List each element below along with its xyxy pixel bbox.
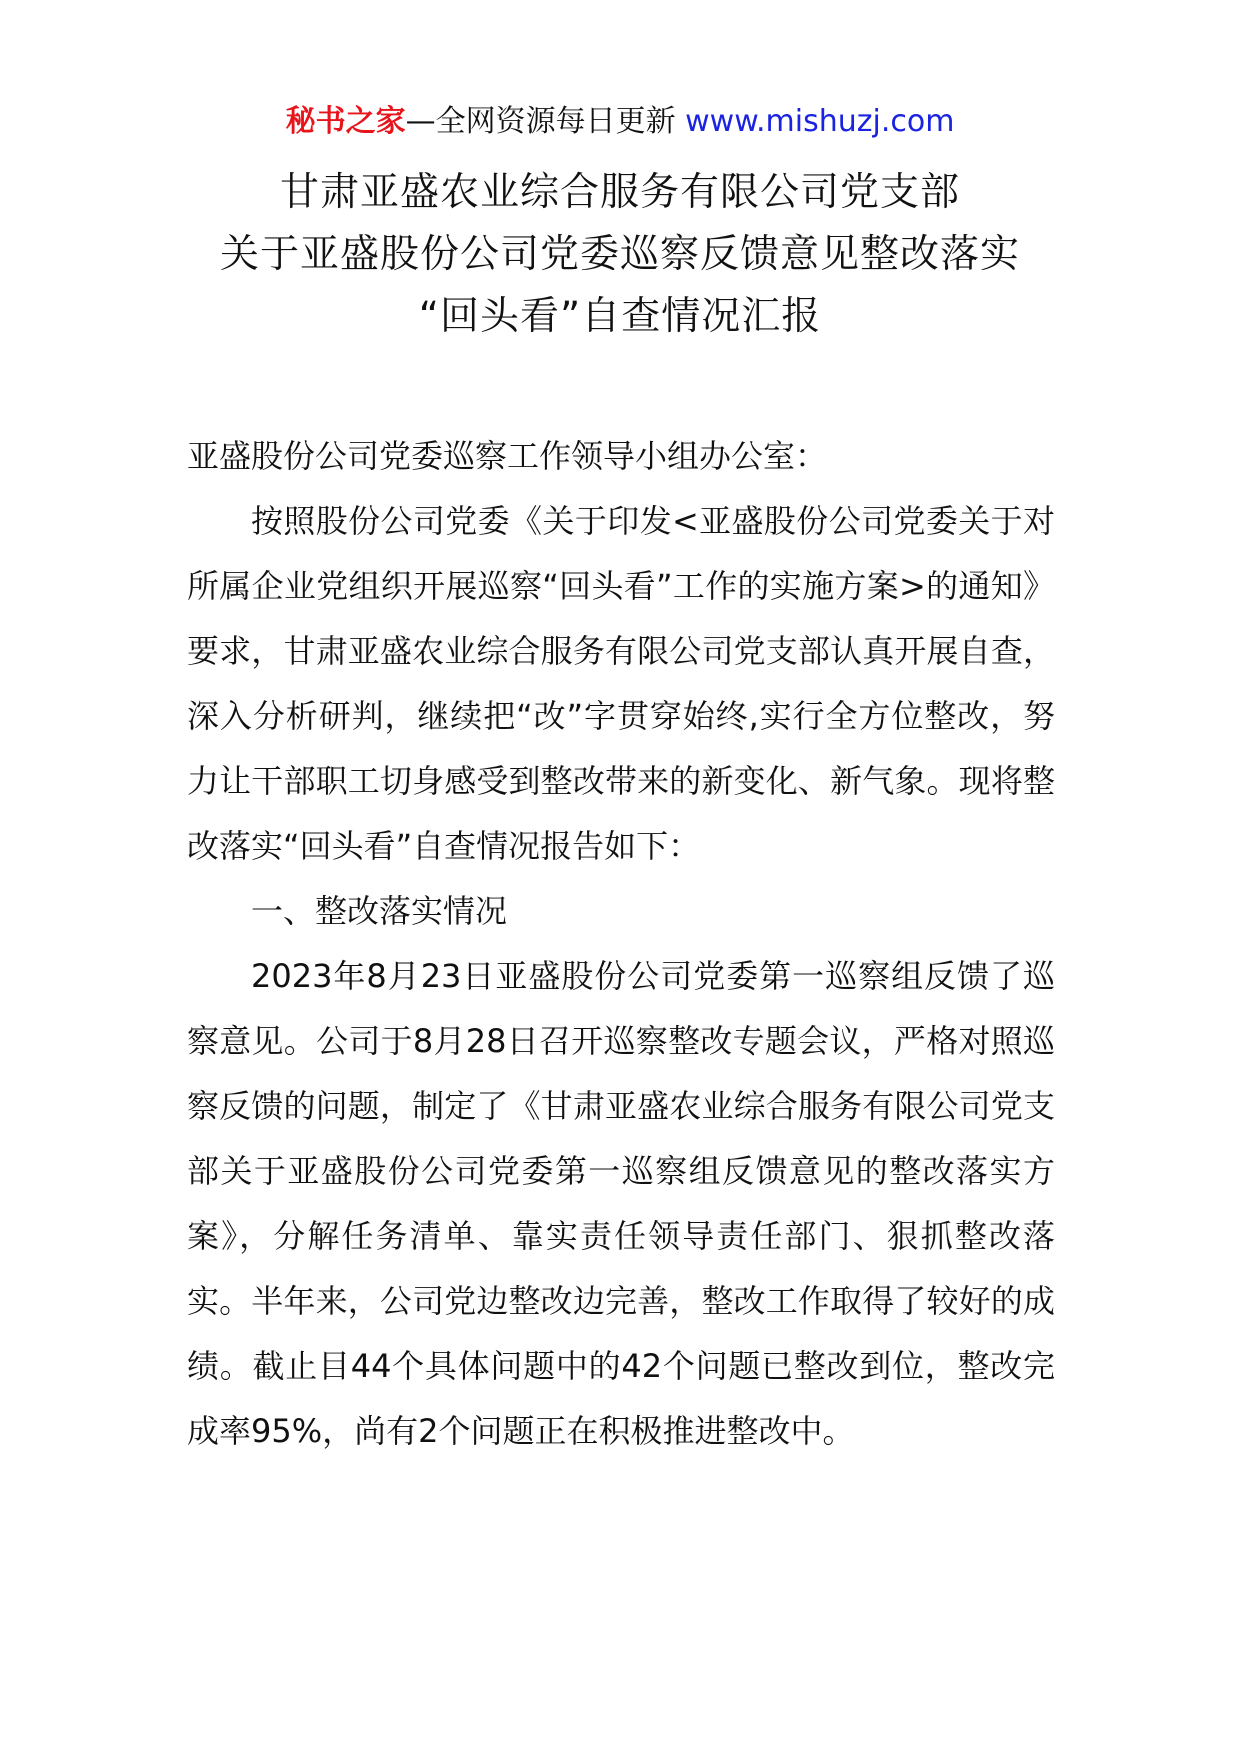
site-name: 秘书之家 bbox=[285, 104, 406, 139]
document-body bbox=[187, 424, 1055, 1464]
document-title bbox=[0, 162, 1240, 348]
title-line-1: 甘肃亚盛农业综合服务有限公司党支部 bbox=[279, 170, 960, 215]
site-header bbox=[0, 100, 1240, 144]
section-paragraph: 2023年8月23日亚盛股份公司党委第一巡察组反馈了巡察意见。公司于8月28日召开巡察整改专题会议，严格对照巡察反馈的问题，制定了《甘肃亚盛农业综合服务有限公司党支部关于亚盛股份公司党委第一巡察组反馈意见的整改落实方案》，分解任务清单、靠实责任领导责任部门、狠抓整改落实。半年来，公司党边整改边完善，整改工作取得了较好的成绩。截止目44个具体问题中的42个问题已整改到位，整改完成率95%，尚有2个问题正在积极推进整改中。 bbox=[187, 957, 1055, 1450]
title-line-2: 关于亚盛股份公司党委巡察反馈意见整改落实 bbox=[219, 232, 1020, 277]
title-line-3: “回头看”自查情况汇报 bbox=[418, 294, 822, 339]
intro-paragraph: 按照股份公司党委《关于印发<亚盛股份公司党委关于对所属企业党组织开展巡察“回头看”工作的实施方案>的通知》要求，甘肃亚盛农业综合服务有限公司党支部认真开展自查，深入分析研判，继续把“改”字贯穿始终,实行全方位整改，努力让干部职工切身感受到整改带来的新变化、新气象。现将整改落实“回头看”自查情况报告如下： bbox=[187, 502, 1055, 865]
site-slogan: —全网资源每日更新 bbox=[405, 104, 676, 139]
section-heading: 一、整改落实情况 bbox=[251, 892, 508, 930]
site-url-link[interactable]: www.mishuzj.com bbox=[685, 104, 955, 139]
addressee: 亚盛股份公司党委巡察工作领导小组办公室： bbox=[187, 437, 828, 475]
